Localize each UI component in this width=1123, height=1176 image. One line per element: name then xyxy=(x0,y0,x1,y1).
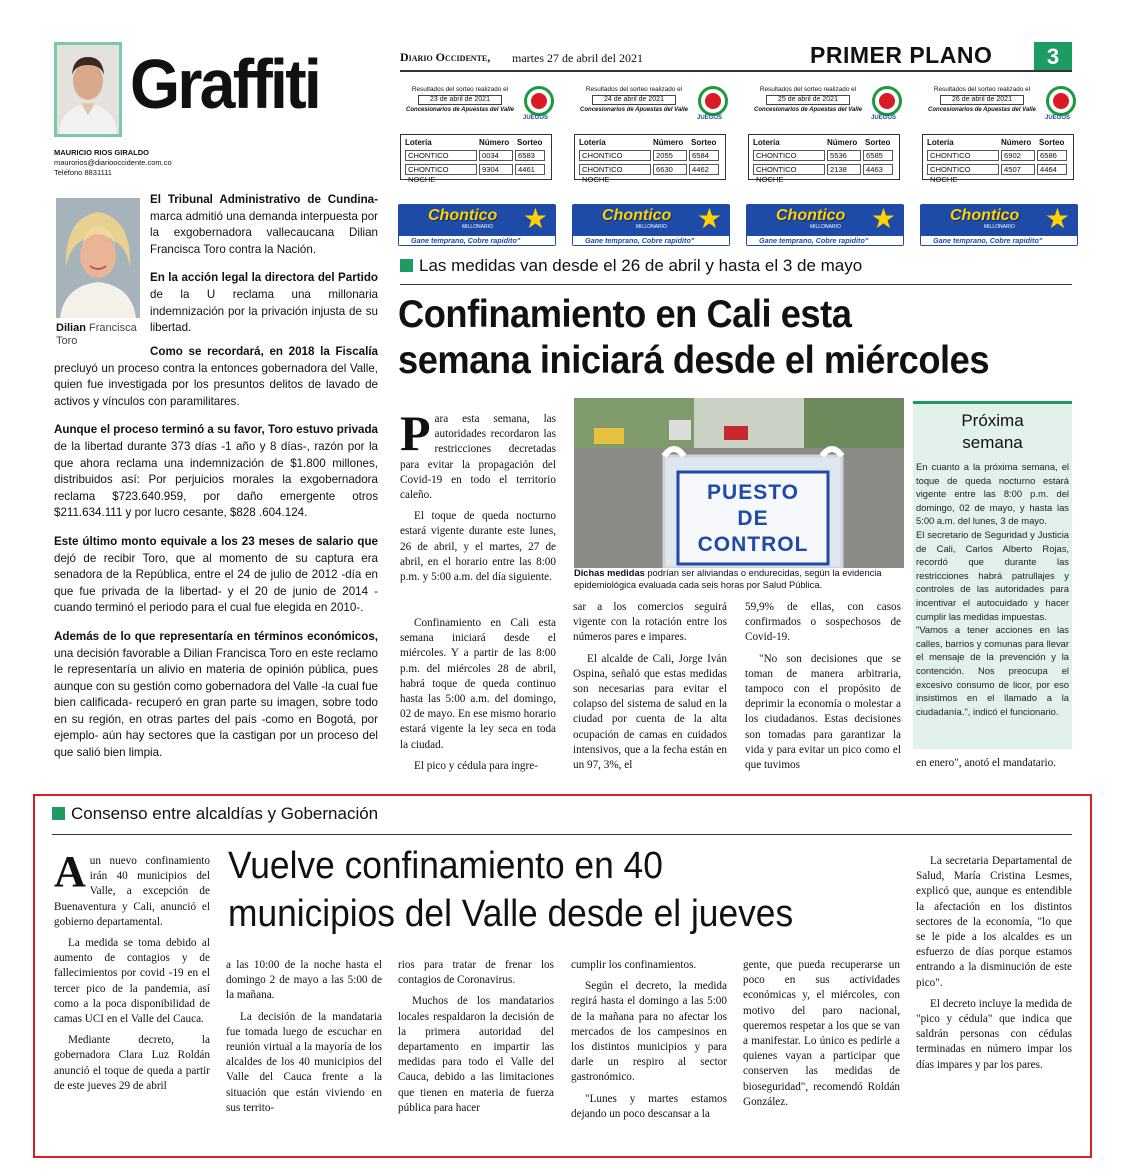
th-loteria: Lotería xyxy=(579,138,606,147)
th-numero: Número xyxy=(827,138,858,147)
cali-kicker: Las medidas van desde el 26 de abril y hasta el 3 de mayo xyxy=(400,256,862,276)
sidebar-text: En cuanto a la próxima semana, el toque de queda nocturno estará vigente entre las 8:00 p.m. del domingo, 02 de mayo, y hasta las 5:00 a.m. del lunes, 3 de mayo. El secretario de Seguridad y Justicia de Cali, Carlos Alberto Rojas, recordó que durante las restricciones habrá patrullajes y controles de las autoridades para incentivar el autocuidado y hacer cumplir las medidas impuestas. "Vamos a tener acciones en las calles, barrios y comunas para llevar el mensaje de la prevención y la contención. Nos preocupa el excesivo consumo de licor, por eso insistimos en el llamado a la ciudadanía.", indicó el funcionario. xyxy=(916,461,1069,717)
cali-col-2 xyxy=(400,616,556,780)
page-number: 3 xyxy=(1034,42,1072,72)
draw-header xyxy=(748,86,868,114)
juegos-text: JUEGOS xyxy=(1045,115,1071,121)
chontico-banner xyxy=(920,204,1078,246)
chontico-sub: MILLONARIO xyxy=(636,224,667,230)
valle-c5-p1: gente, que pueda recuperarse un poco en sus actividades económicas y, el miércoles, con motivo del paro nacional, queremos respetar a los que se van a manifestar. Lo único es pedirle a quienes vayan a participar que conserven las medidas de bioseguridad", recomendó Roldán González. xyxy=(743,959,900,1108)
draw-header xyxy=(922,86,1042,114)
th-numero: Número xyxy=(479,138,510,147)
results-table xyxy=(922,134,1074,184)
draw-date: 24 de abril de 2021 xyxy=(592,95,676,105)
chontico-brand: Chontico xyxy=(776,207,846,224)
draw-date: 23 de abril de 2021 xyxy=(418,95,502,105)
valle-c1-p1: Aun nuevo confinamiento irán 40 municipios del Valle, a excepción de Buenaventura y Cali, anunció el gobierno departamental. xyxy=(54,847,210,928)
star-icon: ★ xyxy=(696,204,722,235)
row-numero: 2138 xyxy=(827,164,861,175)
star-icon: ★ xyxy=(522,204,548,235)
cali-col-4 xyxy=(745,600,901,779)
draw-concessionaire: Concesionarios de Apuestas del Valle xyxy=(754,107,862,113)
th-sorteo: Sorteo xyxy=(517,138,543,147)
cali-col-5-tail: en enero", anotó el mandatario. xyxy=(916,757,1057,769)
valle-col-2 xyxy=(226,958,382,1122)
drop-cap: P xyxy=(400,405,431,461)
graffiti-intro xyxy=(150,192,378,349)
chontico-sub: MILLONARIO xyxy=(984,224,1015,230)
valle-c3-p2: Muchos de los mandatarios locales respaldaron la decisión de la primera autoridad del departamento en impartir las medidas para todo el Valle del Cauca, debido a las limitaciones que tienen en materia de fuerza pública para hacer xyxy=(398,995,554,1114)
row-lottery-name: CHONTICO xyxy=(927,150,999,161)
th-loteria: Lotería xyxy=(753,138,780,147)
chontico-slogan: Gane temprano, Cobre rapidito" xyxy=(572,235,730,246)
chontico-brand: Chontico xyxy=(950,207,1020,224)
valle-col-3 xyxy=(398,958,554,1122)
valle-kicker-rule xyxy=(52,834,1072,835)
row-numero: 2055 xyxy=(653,150,687,161)
caption-bold: Dilian xyxy=(56,322,86,334)
columnist-photo xyxy=(54,42,122,137)
valle-col-5 xyxy=(743,958,900,1116)
draw-concessionaire: Concesionarios de Apuestas del Valle xyxy=(580,107,688,113)
results-table xyxy=(748,134,900,184)
graffiti-p4: Aunque el proceso terminó a su favor, Toro estuvo privada de la libertad durante 373 días -1 año y 8 días-, razón por la que ahora reclama una indemnización de $1.800 millones, distribuidos así: Por perjuicios morales la exgobernadora reclama $723.640.959, por daño emergente otros $211.634.111 y por lucro cesante, $828 .604.124. xyxy=(54,423,378,520)
row-sorteo: 6583 xyxy=(515,150,545,161)
valle-c6-p2: El decreto incluye la medida de "pico y cédula" que indica que saldrán personas con cédulas terminadas en número impar los días impares y par los pares. xyxy=(916,997,1072,1071)
drop-cap: A xyxy=(54,847,86,896)
th-numero: Número xyxy=(653,138,684,147)
author-phone: Teléfono 8831111 xyxy=(54,168,112,177)
graffiti-body xyxy=(54,344,378,774)
row-numero: 9304 xyxy=(479,164,513,175)
cali-headline: Confinamiento en Cali esta semana iniciará desde el miércoles xyxy=(398,293,990,382)
results-table xyxy=(574,134,726,184)
row-numero: 4507 xyxy=(1001,164,1035,175)
paper-name: Diario Occidente, xyxy=(400,50,491,64)
th-sorteo: Sorteo xyxy=(1039,138,1065,147)
draw-header-text: Resultados del sorteo realizado el xyxy=(411,86,509,93)
chontico-banner xyxy=(572,204,730,246)
valle-c4-p1: cumplir los confinamientos. xyxy=(571,959,697,971)
chontico-sub: MILLONARIO xyxy=(462,224,493,230)
sidebar-box xyxy=(913,401,1072,749)
chontico-sub: MILLONARIO xyxy=(810,224,841,230)
row-lottery-name: CHONTICO NOCHE xyxy=(753,164,825,175)
cali-col-1 xyxy=(400,405,556,591)
cali-c2-p1: Confinamiento en Cali esta semana iniciará desde el miércoles. Y a partir de las 8:00 p.m. del miércoles 28 de abril, habrá toque de queda continuo hasta las 5:00 a.m. del domingo, 02 de mayo. En ese mismo horario estará vigente la ley seca en toda la ciudad. xyxy=(400,617,556,751)
cali-c3-p1: sar a los comercios seguirá vigente con la rotación entre los números pares e impares. xyxy=(573,601,727,644)
draw-header xyxy=(574,86,694,114)
cali-kicker-rule xyxy=(400,284,1072,285)
cali-c3-p2: El alcalde de Cali, Jorge Iván Ospina, señaló que estas medidas son necesarias para evitar el colapso del sistema de salud en la ciudad por cuenta de la alta ocupación de camas en cuidados intensivos, que a la fecha están en un 97, 3%, el xyxy=(573,652,727,772)
draw-date: 25 de abril de 2021 xyxy=(766,95,850,105)
draw-date: 26 de abril de 2021 xyxy=(940,95,1024,105)
author-name: MAURICIO RIOS GIRALDO xyxy=(54,148,149,157)
juegos-logo-icon xyxy=(871,86,902,121)
valle-c1-p2: La medida se toma debido al aumento de contagios y de fallecimientos por covid -19 en el tercer pico de la pandemia, así como a la poca disponibilidad de camas UCI en el Valle del Cauca. xyxy=(54,937,210,1026)
row-numero: 6902 xyxy=(1001,150,1035,161)
author-email: maurorios@diariooccidente.com.co xyxy=(54,158,172,167)
valle-c4-p3: "Lunes y martes estamos dejando un poco descansar a la xyxy=(571,1092,727,1120)
valle-c2-p1: a las 10:00 de la noche hasta el domingo 2 de mayo a las 5:00 de la mañana. xyxy=(226,959,382,1002)
lottery-draw xyxy=(746,86,906,248)
th-loteria: Lotería xyxy=(927,138,954,147)
draw-header-text: Resultados del sorteo realizado el xyxy=(585,86,683,93)
chontico-slogan: Gane temprano, Cobre rapidito" xyxy=(746,235,904,246)
draw-header xyxy=(400,86,520,114)
row-sorteo: 4464 xyxy=(1037,164,1067,175)
row-numero: 5536 xyxy=(827,150,861,161)
juegos-text: JUEGOS xyxy=(523,115,549,121)
draw-header-text: Resultados del sorteo realizado el xyxy=(759,86,857,93)
cali-c4-p1: 59,9% de ellas, con casos confirmados o sospechosos de Covid-19. xyxy=(745,601,901,644)
cali-c1-p1: Para esta semana, las autoridades recordaron las restricciones decretadas para evitar la propagación del Covid-19 en todo el territorio caleño. xyxy=(400,405,556,502)
valle-c3-p1: rios para tratar de frenar los contagios de Coronavirus. xyxy=(398,959,554,987)
chontico-slogan: Gane temprano, Cobre rapidito" xyxy=(920,235,1078,246)
graffiti-p3: Como se recordará, en 2018 la Fiscalía precluyó un proceso contra la entonces gobernadora del Valle, quien fue investigada por los presuntos delitos de lavado de activos y vínculos con paramilitares. xyxy=(54,345,378,408)
cali-col-3 xyxy=(573,600,727,779)
header-rule xyxy=(400,70,1072,72)
valle-headline: Vuelve confinamiento en 40 municipios del Valle desde el jueves xyxy=(228,845,794,935)
row-numero: 6630 xyxy=(653,164,687,175)
issue-date: martes 27 de abril del 2021 xyxy=(512,51,643,65)
chontico-banner xyxy=(398,204,556,246)
valle-col-1 xyxy=(54,847,210,1100)
row-lottery-name: CHONTICO NOCHE xyxy=(405,164,477,175)
chontico-slogan: Gane temprano, Cobre rapidito" xyxy=(398,235,556,246)
valle-col-6 xyxy=(916,854,1072,1079)
valle-kicker: Consenso entre alcaldías y Gobernación xyxy=(52,804,378,824)
sidebar-title: Próxima semana xyxy=(961,411,1024,452)
results-table xyxy=(400,134,552,184)
row-sorteo: 4463 xyxy=(863,164,893,175)
th-sorteo: Sorteo xyxy=(691,138,717,147)
chontico-banner xyxy=(746,204,904,246)
juegos-logo-icon xyxy=(1045,86,1076,121)
th-loteria: Lotería xyxy=(405,138,432,147)
row-sorteo: 4461 xyxy=(515,164,545,175)
juegos-logo-icon xyxy=(523,86,554,121)
row-lottery-name: CHONTICO xyxy=(753,150,825,161)
valle-col-4 xyxy=(571,958,727,1128)
valle-c1-p3: Mediante decreto, la gobernadora Clara Luz Roldán anunció el toque de queda a partir de este jueves 29 de abril xyxy=(54,1034,210,1092)
row-lottery-name: CHONTICO xyxy=(579,150,651,161)
row-sorteo: 6585 xyxy=(863,150,893,161)
th-sorteo: Sorteo xyxy=(865,138,891,147)
kicker-marker xyxy=(52,807,65,820)
cali-c4-p2: "No son decisiones que se toman de manera arbitraria, tampoco con el propósito de deprimir la economía o molestar a los ciudadanos. Estas decisiones son tomadas para garantizar la vida y para evitar un pico como el que tuvimos xyxy=(745,652,901,772)
draw-header-text: Resultados del sorteo realizado el xyxy=(933,86,1031,93)
juegos-text: JUEGOS xyxy=(871,115,897,121)
valle-c2-p2: La decisión de la mandataria fue tomada luego de escuchar en reunión virtual a la mayoría de los alcaldes de los 40 municipios del Valle del Cauca frente a la situación que están viviendo en sus territo- xyxy=(226,1010,382,1114)
star-icon: ★ xyxy=(870,204,896,235)
photo-caption: Dichas medidas podrían ser aliviandas o endurecidas, según la evidencia epidemiológica evaluada cada seis horas por Salud Pública. xyxy=(574,568,882,590)
row-sorteo: 4462 xyxy=(689,164,719,175)
draw-concessionaire: Concesionarios de Apuestas del Valle xyxy=(928,107,1036,113)
graffiti-p5: Este último monto equivale a los 23 meses de salario que dejó de recibir Toro, que al momento de su captura era senadora de la República, entre el 24 de julio de 2012 -día en que fue privada de la libertad- y el 20 de junio de 2014 -cuando terminó el periodo para el cual fue elegida en 2010-. xyxy=(54,534,378,615)
row-numero: 0034 xyxy=(479,150,513,161)
lottery-draw xyxy=(920,86,1080,248)
valle-c4-p2: Según el decreto, la medida regirá hasta el domingo a las 5:00 de la mañana para no afectar los mercados de los campesinos en los distintos municipios y para darle un respiro al sector gastronómico. xyxy=(571,980,727,1084)
dilian-photo xyxy=(56,198,140,318)
star-icon: ★ xyxy=(1044,204,1070,235)
draw-concessionaire: Concesionarios de Apuestas del Valle xyxy=(406,107,514,113)
sign-text: PUESTO DE CONTROL xyxy=(697,481,809,556)
row-sorteo: 6586 xyxy=(1037,150,1067,161)
chontico-brand: Chontico xyxy=(602,207,672,224)
row-lottery-name: CHONTICO NOCHE xyxy=(579,164,651,175)
cali-c2-p2: El pico y cédula para ingre- xyxy=(414,759,538,772)
checkpoint-photo xyxy=(574,398,904,568)
lottery-draw xyxy=(572,86,732,248)
juegos-text: JUEGOS xyxy=(697,115,723,121)
chontico-brand: Chontico xyxy=(428,207,498,224)
section-title: PRIMER PLANO xyxy=(810,42,993,68)
cali-c1-p2: El toque de queda nocturno estará vigente durante este lunes, 26 de abril, y el martes, 27 de abril, en el horario entre las 8:00 p.m. y 5:00 a.m. del día siguiente. xyxy=(400,510,556,584)
valle-c6-p1: La secretaria Departamental de Salud, María Cristina Lesmes, explicó que, aunque es entendible la afectación en los distintos sectores de la economía, "lo que se le pide a los alcaldes es un esfuerzo de días porque estamos entrando a la disminución de este pico". xyxy=(916,855,1072,989)
graffiti-p1: El Tribunal Administrativo de Cundina- marca admitió una demanda interpuesta por la exgobernadora vallecaucana Dilian Francisca Toro contra la Nación. xyxy=(150,193,378,256)
row-lottery-name: CHONTICO xyxy=(405,150,477,161)
graffiti-p2: En la acción legal la directora del Partido de la U reclama una millonaria indemnización por la privación injusta de su libertad. xyxy=(150,271,378,335)
graffiti-p6: Además de lo que representaría en términos económicos, una decisión favorable a Dilian Francisca Toro en este reclamo le representaría un alivio en materia de opinión pública, pues aunque con su gestión como gobernadora del Valle -la cual fue bien calificada- recuperó en gran parte su imagen, sobre todo en su región, en otras partes del país -como en Bogotá, por ejemplo- aún hay sectores que la castigan por un proceso del que salió bien limpia. xyxy=(54,629,378,760)
row-lottery-name: CHONTICO NOCHE xyxy=(927,164,999,175)
lottery-draw xyxy=(398,86,558,248)
column-name: Graffiti xyxy=(130,45,320,123)
th-numero: Número xyxy=(1001,138,1032,147)
kicker-marker xyxy=(400,259,413,272)
row-sorteo: 6584 xyxy=(689,150,719,161)
caption-rest: Francisca Toro xyxy=(56,322,137,347)
juegos-logo-icon xyxy=(697,86,728,121)
